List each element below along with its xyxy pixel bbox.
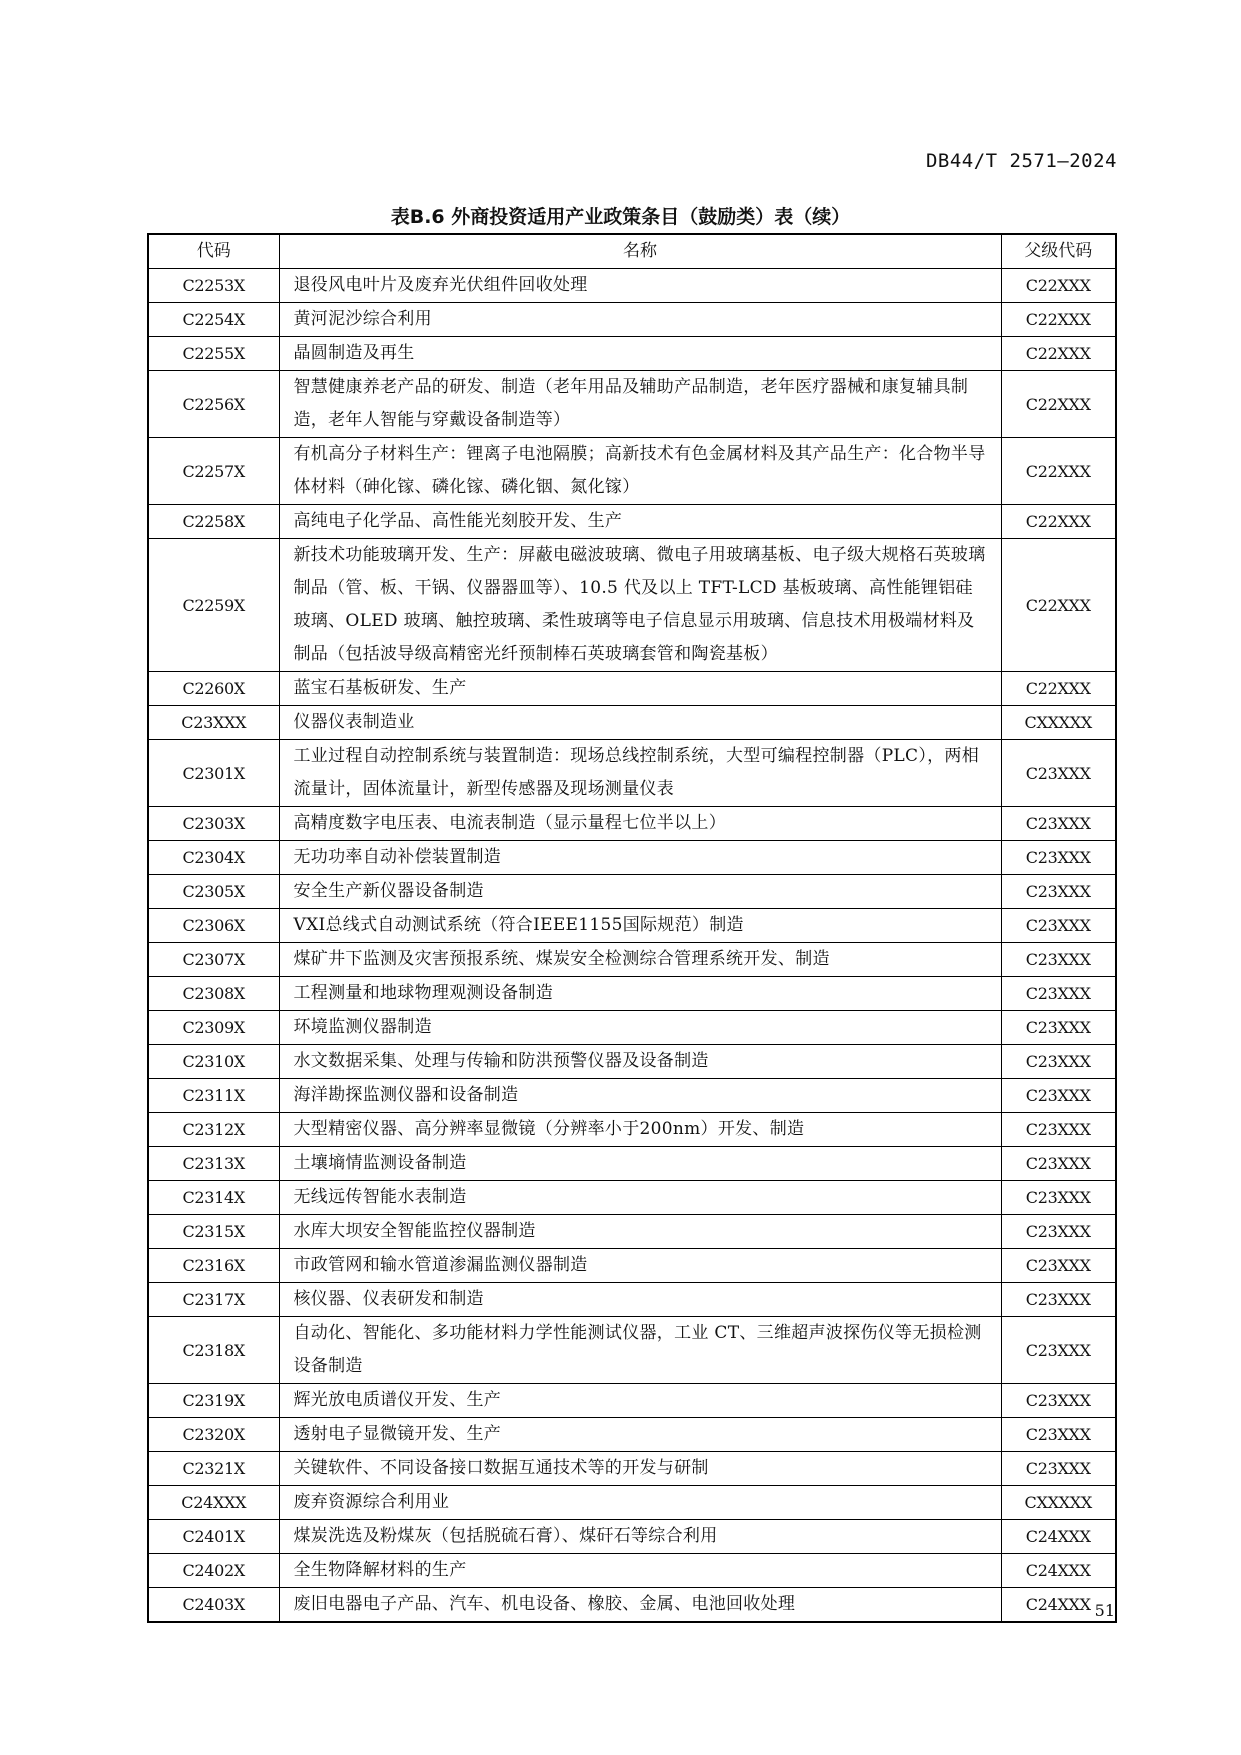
table-row bbox=[148, 1452, 1116, 1486]
cell-code: C2313X bbox=[148, 1147, 279, 1181]
cell-parent-code: C23XXX bbox=[1001, 1045, 1116, 1079]
cell-code: C2305X bbox=[148, 875, 279, 909]
cell-code: C2308X bbox=[148, 977, 279, 1011]
cell-name: 大型精密仪器、高分辨率显微镜（分辨率小于200nm）开发、制造 bbox=[279, 1113, 1001, 1147]
cell-name: 晶圆制造及再生 bbox=[279, 337, 1001, 371]
cell-code: C2253X bbox=[148, 269, 279, 303]
cell-code: C2317X bbox=[148, 1283, 279, 1317]
cell-name: 退役风电叶片及废弃光伏组件回收处理 bbox=[279, 269, 1001, 303]
table-row bbox=[148, 1384, 1116, 1418]
cell-parent-code: C24XXX bbox=[1001, 1588, 1116, 1623]
cell-parent-code: C23XXX bbox=[1001, 1181, 1116, 1215]
cell-name: 透射电子显微镜开发、生产 bbox=[279, 1418, 1001, 1452]
table-row bbox=[148, 706, 1116, 740]
cell-code: C2256X bbox=[148, 371, 279, 438]
cell-code: C2316X bbox=[148, 1249, 279, 1283]
cell-code: C2318X bbox=[148, 1317, 279, 1384]
cell-name: 市政管网和输水管道渗漏监测仪器制造 bbox=[279, 1249, 1001, 1283]
cell-parent-code: C23XXX bbox=[1001, 1317, 1116, 1384]
table-row bbox=[148, 1249, 1116, 1283]
table-row bbox=[148, 337, 1116, 371]
cell-parent-code: C24XXX bbox=[1001, 1520, 1116, 1554]
table-row bbox=[148, 807, 1116, 841]
cell-name: 自动化、智能化、多功能材料力学性能测试仪器，工业 CT、三维超声波探伤仪等无损检测设备制造 bbox=[279, 1317, 1001, 1384]
cell-code: C2403X bbox=[148, 1588, 279, 1623]
cell-parent-code: C23XXX bbox=[1001, 875, 1116, 909]
table-row bbox=[148, 1045, 1116, 1079]
cell-code: C2401X bbox=[148, 1520, 279, 1554]
cell-code: C2315X bbox=[148, 1215, 279, 1249]
table-row bbox=[148, 303, 1116, 337]
cell-code: C2258X bbox=[148, 505, 279, 539]
cell-parent-code: C23XXX bbox=[1001, 1418, 1116, 1452]
cell-parent-code: C23XXX bbox=[1001, 1384, 1116, 1418]
cell-code: C2312X bbox=[148, 1113, 279, 1147]
cell-parent-code: CXXXXX bbox=[1001, 706, 1116, 740]
cell-parent-code: C22XXX bbox=[1001, 438, 1116, 505]
cell-code: C2303X bbox=[148, 807, 279, 841]
cell-parent-code: C23XXX bbox=[1001, 1249, 1116, 1283]
table-row bbox=[148, 1486, 1116, 1520]
cell-name: 煤矿井下监测及灾害预报系统、煤炭安全检测综合管理系统开发、制造 bbox=[279, 943, 1001, 977]
table-row bbox=[148, 1588, 1116, 1623]
column-header-code: 代码 bbox=[148, 234, 279, 269]
cell-code: C2320X bbox=[148, 1418, 279, 1452]
table-row bbox=[148, 1011, 1116, 1045]
cell-parent-code: C23XXX bbox=[1001, 1113, 1116, 1147]
table-row bbox=[148, 875, 1116, 909]
cell-name: 环境监测仪器制造 bbox=[279, 1011, 1001, 1045]
table-row bbox=[148, 438, 1116, 505]
table-row bbox=[148, 1554, 1116, 1588]
cell-name: 工程测量和地球物理观测设备制造 bbox=[279, 977, 1001, 1011]
table-row bbox=[148, 1215, 1116, 1249]
cell-code: C2310X bbox=[148, 1045, 279, 1079]
cell-name: 水文数据采集、处理与传输和防洪预警仪器及设备制造 bbox=[279, 1045, 1001, 1079]
cell-code: C2402X bbox=[148, 1554, 279, 1588]
table-row bbox=[148, 371, 1116, 438]
column-header-name: 名称 bbox=[279, 234, 1001, 269]
cell-code: C24XXX bbox=[148, 1486, 279, 1520]
cell-parent-code: C23XXX bbox=[1001, 841, 1116, 875]
cell-code: C2307X bbox=[148, 943, 279, 977]
cell-name: 有机高分子材料生产：锂离子电池隔膜；高新技术有色金属材料及其产品生产：化合物半导体材料（砷化镓、磷化镓、磷化铟、氮化镓） bbox=[279, 438, 1001, 505]
cell-parent-code: C23XXX bbox=[1001, 909, 1116, 943]
cell-name: 工业过程自动控制系统与装置制造：现场总线控制系统，大型可编程控制器（PLC），两相流量计，固体流量计，新型传感器及现场测量仪表 bbox=[279, 740, 1001, 807]
cell-name: 辉光放电质谱仪开发、生产 bbox=[279, 1384, 1001, 1418]
table-row bbox=[148, 1418, 1116, 1452]
cell-name: 煤炭洗选及粉煤灰（包括脱硫石膏）、煤矸石等综合利用 bbox=[279, 1520, 1001, 1554]
cell-parent-code: C22XXX bbox=[1001, 303, 1116, 337]
table-body bbox=[148, 269, 1116, 1623]
cell-parent-code: C23XXX bbox=[1001, 740, 1116, 807]
table-row bbox=[148, 841, 1116, 875]
page-number: 51 bbox=[1094, 1601, 1115, 1620]
cell-parent-code: C23XXX bbox=[1001, 943, 1116, 977]
cell-name: 无线远传智能水表制造 bbox=[279, 1181, 1001, 1215]
cell-name: 蓝宝石基板研发、生产 bbox=[279, 672, 1001, 706]
cell-name: 水库大坝安全智能监控仪器制造 bbox=[279, 1215, 1001, 1249]
cell-name: 仪器仪表制造业 bbox=[279, 706, 1001, 740]
cell-parent-code: C23XXX bbox=[1001, 1011, 1116, 1045]
table-row bbox=[148, 672, 1116, 706]
table-row bbox=[148, 1520, 1116, 1554]
cell-name: 无功功率自动补偿装置制造 bbox=[279, 841, 1001, 875]
cell-parent-code: C23XXX bbox=[1001, 1079, 1116, 1113]
table-row bbox=[148, 977, 1116, 1011]
cell-parent-code: C23XXX bbox=[1001, 1147, 1116, 1181]
table-row bbox=[148, 1147, 1116, 1181]
cell-code: C2319X bbox=[148, 1384, 279, 1418]
cell-code: C2254X bbox=[148, 303, 279, 337]
cell-name: 全生物降解材料的生产 bbox=[279, 1554, 1001, 1588]
cell-name: 新技术功能玻璃开发、生产：屏蔽电磁波玻璃、微电子用玻璃基板、电子级大规格石英玻璃制品（管、板、干锅、仪器器皿等）、10.5 代及以上 TFT-LCD 基板玻璃、高性能锂铝硅玻璃、OLED 玻璃、触控玻璃、柔性玻璃等电子信息显示用玻璃、信息技术用极端材料及制品（包括波导级高精密光纤预制棒石英玻璃套管和陶瓷基板） bbox=[279, 539, 1001, 672]
table-row bbox=[148, 740, 1116, 807]
table-row bbox=[148, 539, 1116, 672]
cell-code: C23XXX bbox=[148, 706, 279, 740]
cell-name: 安全生产新仪器设备制造 bbox=[279, 875, 1001, 909]
document-code: DB44/T 2571—2024 bbox=[925, 150, 1117, 172]
cell-code: C2321X bbox=[148, 1452, 279, 1486]
cell-name: 高纯电子化学品、高性能光刻胶开发、生产 bbox=[279, 505, 1001, 539]
cell-code: C2309X bbox=[148, 1011, 279, 1045]
cell-name: 土壤墒情监测设备制造 bbox=[279, 1147, 1001, 1181]
cell-code: C2260X bbox=[148, 672, 279, 706]
cell-name: 废弃资源综合利用业 bbox=[279, 1486, 1001, 1520]
cell-code: C2259X bbox=[148, 539, 279, 672]
cell-code: C2306X bbox=[148, 909, 279, 943]
policy-table bbox=[147, 233, 1117, 1623]
cell-parent-code: C23XXX bbox=[1001, 1283, 1116, 1317]
table-row bbox=[148, 1079, 1116, 1113]
cell-code: C2304X bbox=[148, 841, 279, 875]
cell-parent-code: C23XXX bbox=[1001, 1452, 1116, 1486]
table-title: 表B.6 外商投资适用产业政策条目（鼓励类）表（续） bbox=[390, 206, 851, 228]
cell-parent-code: C22XXX bbox=[1001, 269, 1116, 303]
table-row bbox=[148, 943, 1116, 977]
cell-name: 关键软件、不同设备接口数据互通技术等的开发与研制 bbox=[279, 1452, 1001, 1486]
cell-parent-code: C22XXX bbox=[1001, 371, 1116, 438]
cell-parent-code: C22XXX bbox=[1001, 539, 1116, 672]
table-row bbox=[148, 1317, 1116, 1384]
cell-code: C2311X bbox=[148, 1079, 279, 1113]
table-row bbox=[148, 1113, 1116, 1147]
table-row bbox=[148, 505, 1116, 539]
table-row bbox=[148, 1181, 1116, 1215]
cell-name: 黄河泥沙综合利用 bbox=[279, 303, 1001, 337]
cell-name: 海洋勘探监测仪器和设备制造 bbox=[279, 1079, 1001, 1113]
column-header-parent-code: 父级代码 bbox=[1001, 234, 1116, 269]
cell-parent-code: C23XXX bbox=[1001, 1215, 1116, 1249]
cell-parent-code: C22XXX bbox=[1001, 672, 1116, 706]
cell-parent-code: CXXXXX bbox=[1001, 1486, 1116, 1520]
table-row bbox=[148, 1283, 1116, 1317]
table-header-row bbox=[148, 234, 1116, 269]
cell-name: 废旧电器电子产品、汽车、机电设备、橡胶、金属、电池回收处理 bbox=[279, 1588, 1001, 1623]
cell-name: 核仪器、仪表研发和制造 bbox=[279, 1283, 1001, 1317]
cell-code: C2301X bbox=[148, 740, 279, 807]
cell-name: VXI总线式自动测试系统（符合IEEE1155国际规范）制造 bbox=[279, 909, 1001, 943]
cell-name: 智慧健康养老产品的研发、制造（老年用品及辅助产品制造，老年医疗器械和康复辅具制造，老年人智能与穿戴设备制造等） bbox=[279, 371, 1001, 438]
table-row bbox=[148, 909, 1116, 943]
cell-name: 高精度数字电压表、电流表制造（显示量程七位半以上） bbox=[279, 807, 1001, 841]
table-row bbox=[148, 269, 1116, 303]
policy-table-container bbox=[147, 233, 1115, 1623]
cell-parent-code: C22XXX bbox=[1001, 505, 1116, 539]
cell-parent-code: C23XXX bbox=[1001, 977, 1116, 1011]
cell-parent-code: C23XXX bbox=[1001, 807, 1116, 841]
cell-parent-code: C24XXX bbox=[1001, 1554, 1116, 1588]
cell-code: C2314X bbox=[148, 1181, 279, 1215]
cell-parent-code: C22XXX bbox=[1001, 337, 1116, 371]
cell-code: C2255X bbox=[148, 337, 279, 371]
cell-code: C2257X bbox=[148, 438, 279, 505]
